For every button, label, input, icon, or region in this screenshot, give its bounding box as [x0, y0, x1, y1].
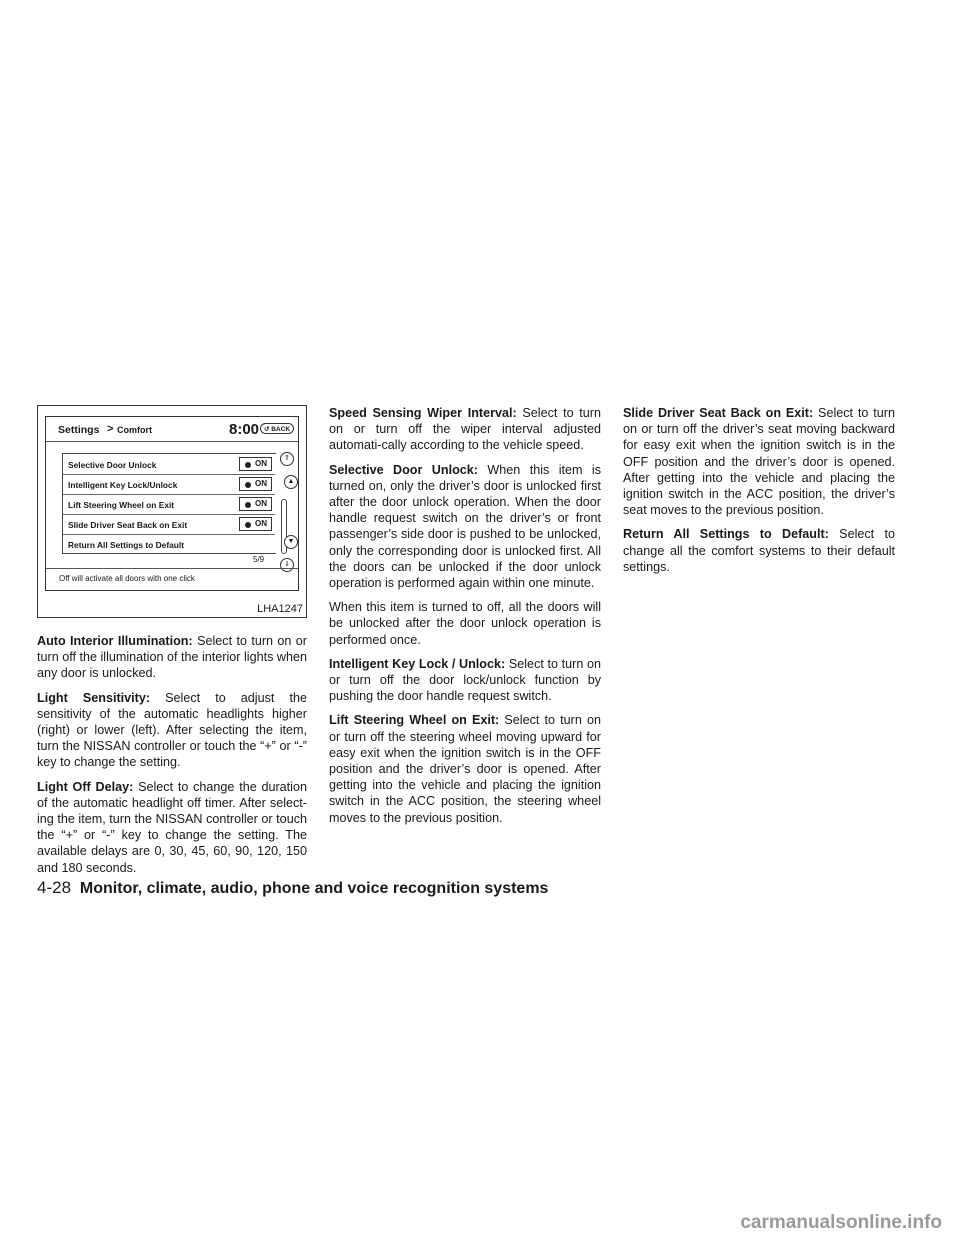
display-screen: [45, 416, 299, 591]
paragraph: [623, 526, 895, 575]
paragraph-body: Select to change all the comfort systems to their default settings.: [623, 527, 895, 574]
back-label: BACK: [271, 426, 291, 433]
paragraph-heading: Light Sensitivity:: [37, 690, 166, 705]
paragraph-heading: Return All Settings to Default:: [623, 527, 840, 542]
scroll-down-icon[interactable]: ▼: [284, 535, 298, 549]
paragraph-heading: Lift Steering Wheel on Exit:: [329, 713, 505, 728]
text-column-3: [623, 405, 895, 583]
list-item-return-defaults[interactable]: [62, 535, 275, 554]
indicator-dot-icon: [245, 482, 251, 488]
page-number: 4-28: [37, 878, 72, 897]
list-item-selective-door-unlock[interactable]: [62, 455, 275, 475]
settings-screen-figure: [37, 405, 307, 618]
paragraph-body: Select to adjust the sensitivity of the automatic headlights higher (right) or lower (left). After selecting the item, turn the NISSAN controller or touch the “+” or “-” key to change the setting.: [37, 690, 307, 770]
list-item-intelligent-key[interactable]: [62, 475, 275, 495]
indicator-dot-icon: [245, 502, 251, 508]
paragraph-body: Select to change the duration of the automatic headlight off timer. After select-ing the item, turn the NISSAN controller or touch the “+” or “-” key to change the setting. The available delays are 0, 30, 45, 60, 90, 120, 150 and 180 seconds.: [37, 779, 307, 875]
list-item-label: Lift Steering Wheel on Exit: [68, 500, 175, 510]
screen-header: [46, 417, 298, 442]
paragraph-body: When this item is turned to off, all the doors will be unlocked after the door unlock operation is performed once.: [329, 600, 601, 647]
list-item-label: Slide Driver Seat Back on Exit: [68, 520, 188, 530]
list-item-label: Selective Door Unlock: [68, 460, 157, 470]
toggle-button[interactable]: [239, 517, 272, 531]
list-item-lift-steering-wheel[interactable]: [62, 495, 275, 515]
paragraph-body: Select to turn on or turn off the steering wheel moving upward for easy exit when the ignition switch is in the OFF position and the driver’s door is opened. After getting into the vehicle and placing the ignition switch in the ACC position, the steering wheel moves to the previous position.: [329, 713, 601, 825]
breadcrumb-settings[interactable]: Settings: [58, 424, 100, 436]
page-indicator: 5/9: [253, 555, 265, 564]
paragraph-body: Select to turn on or turn off the driver’s seat moving backward for easy exit when the ignition switch is in the OFF position and the driver’s door is opened. After getting into the vehicle and placing the ignition switch in the ACC position, the driver’s seat moves to the previous position.: [623, 406, 895, 518]
divider: [46, 568, 298, 569]
text-column-2: [329, 405, 601, 834]
toggle-state: ON: [255, 459, 267, 468]
paragraph-heading: Speed Sensing Wiper Interval:: [329, 406, 523, 420]
scroll-top-icon[interactable]: ⇑: [280, 452, 294, 466]
paragraph: [329, 599, 601, 648]
paragraph-body: Select to turn on or turn off the wiper interval adjusted automati-cally according to the vehicle speed.: [329, 406, 601, 453]
back-button[interactable]: ↺ BACK: [260, 423, 294, 434]
settings-list: [62, 455, 275, 554]
toggle-state: ON: [255, 479, 267, 488]
paragraph: [329, 462, 601, 592]
toggle-button[interactable]: [239, 477, 272, 491]
paragraph-body: Select to turn on or turn off the illumination of the interior lights when any door is unlocked.: [37, 634, 307, 681]
paragraph: [37, 779, 307, 876]
page-footer: [37, 878, 548, 898]
paragraph-heading: Intelligent Key Lock / Unlock:: [329, 656, 509, 671]
toggle-button[interactable]: [239, 497, 272, 511]
paragraph: [329, 712, 601, 825]
paragraph-heading: Selective Door Unlock:: [329, 462, 488, 477]
section-title: Monitor, climate, audio, phone and voice recognition systems: [79, 880, 549, 897]
paragraph-heading: Auto Interior Illumination:: [37, 634, 198, 648]
figure-code: LHA1247: [257, 603, 303, 615]
hint-text: Off will activate all doors with one click: [59, 574, 195, 583]
scroll-bottom-icon[interactable]: ⇓: [280, 558, 294, 572]
scroll-up-icon[interactable]: ▲: [284, 475, 298, 489]
paragraph: [37, 690, 307, 771]
breadcrumb-separator: >: [107, 423, 114, 435]
paragraph: [329, 656, 601, 705]
clock: 8:00: [229, 421, 260, 438]
list-item-label: Intelligent Key Lock/Unlock: [68, 480, 178, 490]
list-item-slide-driver-seat[interactable]: [62, 515, 275, 535]
breadcrumb-comfort: Comfort: [117, 425, 152, 435]
paragraph-heading: Light Off Delay:: [37, 779, 139, 794]
paragraph: [37, 633, 307, 682]
indicator-dot-icon: [245, 462, 251, 468]
watermark: carmanualsonline.info: [740, 1212, 942, 1233]
paragraph-heading: Slide Driver Seat Back on Exit:: [623, 406, 819, 420]
text-column-1: [37, 633, 307, 884]
paragraph: [329, 405, 601, 454]
toggle-button[interactable]: [239, 457, 272, 471]
indicator-dot-icon: [245, 522, 251, 528]
paragraph: [623, 405, 895, 518]
paragraph-body: Select to turn on or turn off the door lock/unlock function by pushing the door handle request switch.: [329, 656, 601, 704]
toggle-state: ON: [255, 499, 267, 508]
toggle-state: ON: [255, 519, 267, 528]
list-item-label: Return All Settings to Default: [68, 540, 185, 550]
paragraph-body: When this item is turned on, only the driver’s door is unlocked first after the door unlock operation. When the door handle request switch on the driver’s or front passenger’s side door is pushed to be unlocked, only the corresponding door is unlocked first. All the doors can be unlocked if the door unlock operation is performed again within one minute.: [329, 462, 601, 591]
